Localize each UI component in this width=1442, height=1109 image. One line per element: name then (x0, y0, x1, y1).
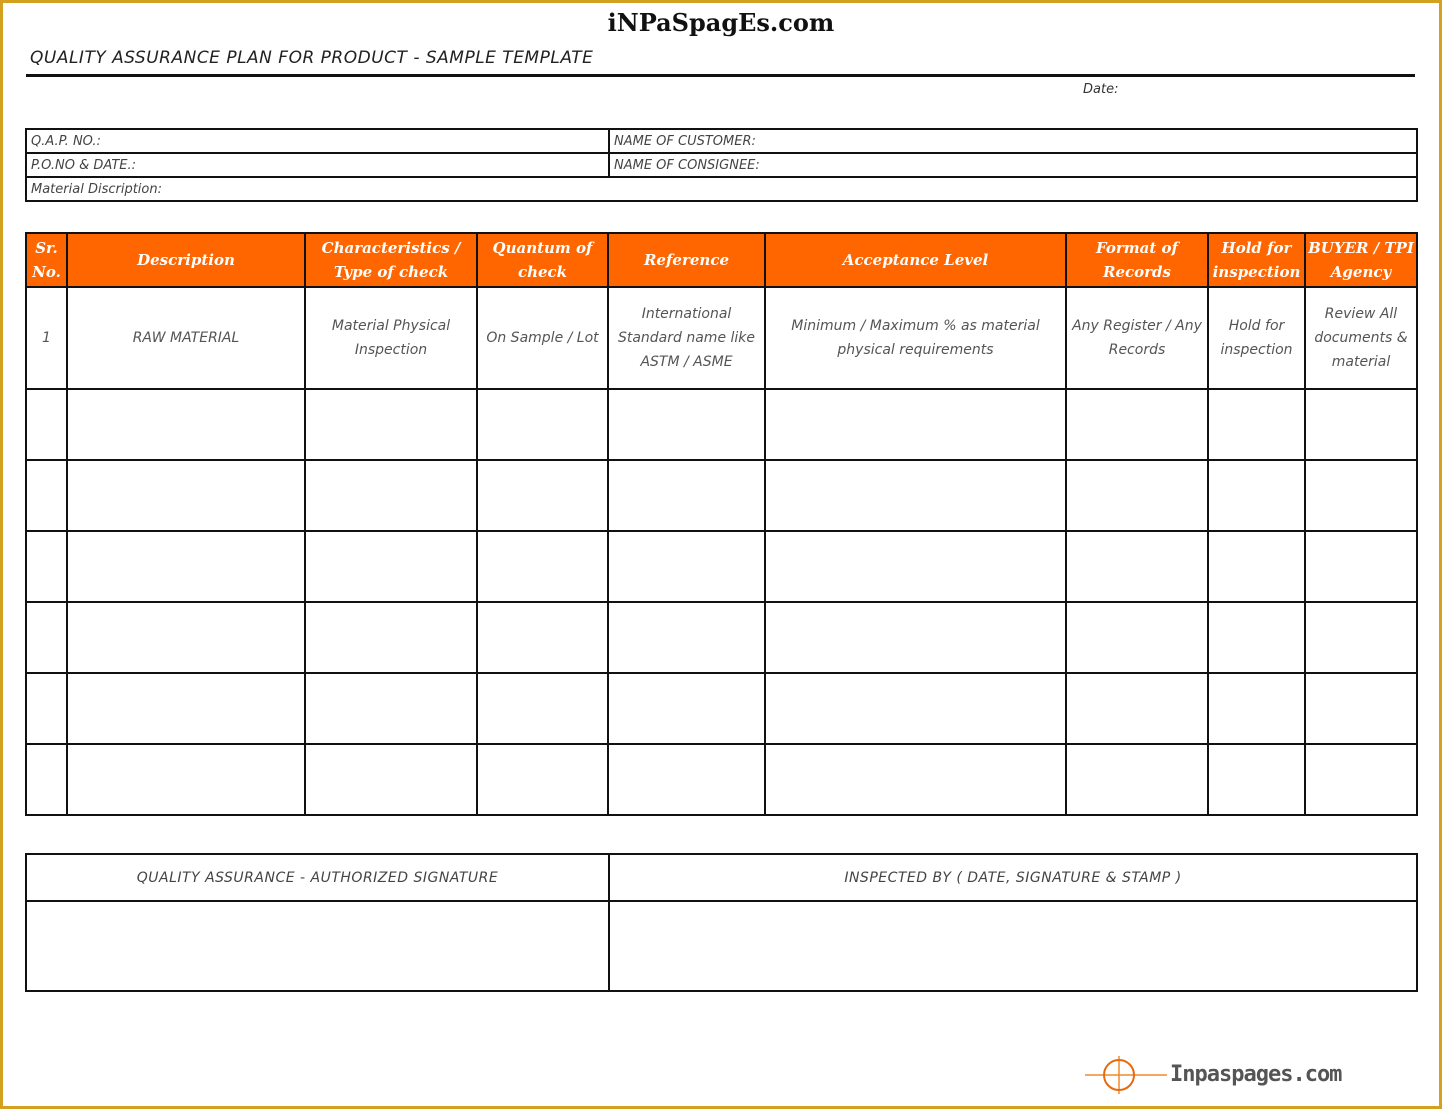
table-cell[interactable] (765, 602, 1066, 673)
header-hold-for-inspection: Hold for inspection (1208, 233, 1305, 287)
table-cell[interactable]: Material Physical Inspection (305, 287, 477, 389)
inspected-by-label: INSPECTED BY ( DATE, SIGNATURE & STAMP ) (609, 854, 1417, 901)
table-cell[interactable] (477, 389, 608, 460)
table-cell[interactable] (1208, 744, 1305, 815)
consignee-field[interactable]: NAME OF CONSIGNEE: (609, 153, 1417, 177)
table-cell[interactable]: Review All documents & material (1305, 287, 1417, 389)
info-table (25, 128, 1418, 202)
table-cell[interactable] (1066, 673, 1208, 744)
table-cell[interactable] (1305, 673, 1417, 744)
table-cell[interactable] (608, 744, 765, 815)
header-quantum: Quantum of check (477, 233, 608, 287)
table-cell[interactable] (1066, 460, 1208, 531)
qa-signature-label: QUALITY ASSURANCE - AUTHORIZED SIGNATURE (26, 854, 609, 901)
table-cell[interactable] (765, 673, 1066, 744)
table-cell[interactable] (67, 673, 305, 744)
signature-table (25, 853, 1418, 992)
table-cell[interactable] (305, 460, 477, 531)
table-cell[interactable]: Any Register / Any Records (1066, 287, 1208, 389)
table-cell[interactable]: RAW MATERIAL (67, 287, 305, 389)
table-cell[interactable] (765, 531, 1066, 602)
table-cell[interactable]: Hold for inspection (1208, 287, 1305, 389)
table-cell[interactable] (1208, 673, 1305, 744)
table-cell[interactable] (477, 460, 608, 531)
table-row (26, 673, 1417, 744)
header-sr-no: Sr. No. (26, 233, 67, 287)
table-cell[interactable] (1208, 531, 1305, 602)
table-cell[interactable] (608, 531, 765, 602)
table-cell[interactable] (1208, 389, 1305, 460)
table-cell[interactable] (1208, 460, 1305, 531)
table-cell[interactable] (1305, 744, 1417, 815)
header-description: Description (67, 233, 305, 287)
table-row (26, 460, 1417, 531)
table-cell[interactable] (67, 460, 305, 531)
table-cell[interactable] (1305, 602, 1417, 673)
table-cell[interactable] (305, 673, 477, 744)
table-cell[interactable] (477, 673, 608, 744)
table-cell[interactable] (1066, 602, 1208, 673)
table-cell[interactable] (1208, 602, 1305, 673)
table-row (26, 602, 1417, 673)
qap-no-field[interactable]: Q.A.P. NO.: (26, 129, 609, 153)
table-cell[interactable] (1305, 389, 1417, 460)
title-divider (26, 74, 1415, 77)
customer-field[interactable]: NAME OF CUSTOMER: (609, 129, 1417, 153)
table-cell[interactable] (477, 531, 608, 602)
table-cell[interactable] (305, 531, 477, 602)
table-cell[interactable] (305, 744, 477, 815)
table-cell[interactable] (765, 460, 1066, 531)
table-cell[interactable] (1066, 531, 1208, 602)
table-cell[interactable]: On Sample / Lot (477, 287, 608, 389)
header-buyer-tpi: BUYER / TPI Agency (1305, 233, 1417, 287)
table-cell[interactable] (1066, 389, 1208, 460)
table-row (26, 389, 1417, 460)
table-cell[interactable] (26, 744, 67, 815)
table-cell[interactable] (305, 602, 477, 673)
table-cell[interactable] (26, 460, 67, 531)
table-cell[interactable]: 1 (26, 287, 67, 389)
table-cell[interactable] (67, 389, 305, 460)
table-cell[interactable] (67, 531, 305, 602)
table-cell[interactable] (765, 744, 1066, 815)
table-cell[interactable] (1305, 460, 1417, 531)
table-cell[interactable] (1305, 531, 1417, 602)
material-description-field[interactable]: Material Discription: (26, 177, 1417, 201)
header-acceptance-level: Acceptance Level (765, 233, 1066, 287)
table-cell[interactable]: Minimum / Maximum % as material physical requirements (765, 287, 1066, 389)
table-cell[interactable] (477, 744, 608, 815)
table-cell[interactable] (26, 602, 67, 673)
table-cell[interactable]: International Standard name like ASTM / ASME (608, 287, 765, 389)
site-title: iNPaSpagEs.com (607, 8, 835, 37)
table-row (26, 287, 1417, 389)
po-date-field[interactable]: P.O.NO & DATE.: (26, 153, 609, 177)
table-cell[interactable] (608, 602, 765, 673)
footer-logo-text: Inpaspages.com (1170, 1062, 1342, 1087)
table-row (26, 531, 1417, 602)
table-cell[interactable] (67, 602, 305, 673)
table-cell[interactable] (608, 389, 765, 460)
header-characteristics: Characteristics / Type of check (305, 233, 477, 287)
table-cell[interactable] (67, 744, 305, 815)
table-cell[interactable] (26, 531, 67, 602)
header-format-of-records: Format of Records (1066, 233, 1208, 287)
table-cell[interactable] (26, 673, 67, 744)
table-cell[interactable] (305, 389, 477, 460)
table-row (26, 744, 1417, 815)
qap-table (25, 232, 1418, 816)
date-label: Date: (1083, 82, 1119, 97)
header-reference: Reference (608, 233, 765, 287)
document-title: QUALITY ASSURANCE PLAN FOR PRODUCT - SAMPLE TEMPLATE (30, 48, 594, 68)
inspected-by-box[interactable] (609, 901, 1417, 991)
table-cell[interactable] (477, 602, 608, 673)
table-cell[interactable] (26, 389, 67, 460)
qa-signature-box[interactable] (26, 901, 609, 991)
table-cell[interactable] (765, 389, 1066, 460)
table-cell[interactable] (608, 673, 765, 744)
table-cell[interactable] (1066, 744, 1208, 815)
table-cell[interactable] (608, 460, 765, 531)
